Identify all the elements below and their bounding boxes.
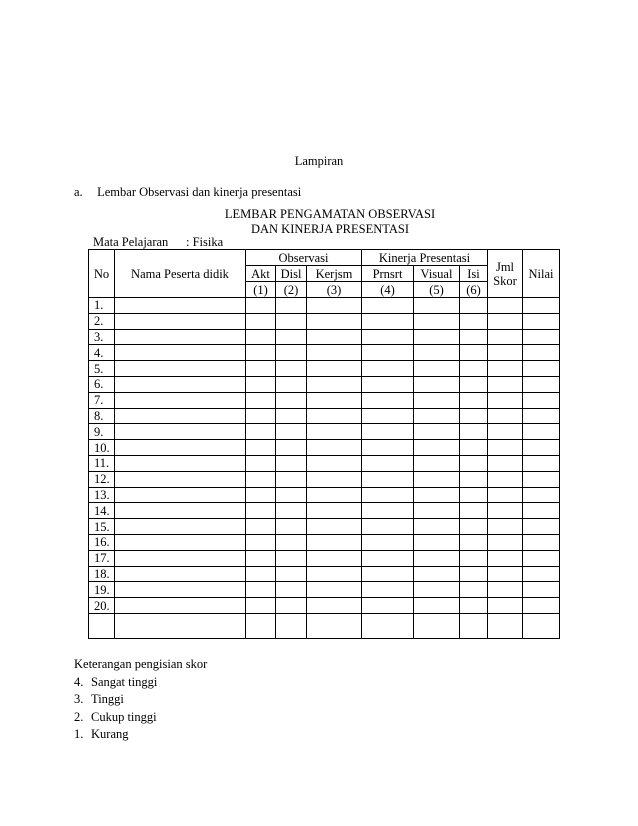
score-cell [115,361,246,377]
score-cell [414,487,460,503]
row-number: 5. [89,361,115,377]
score-cell [307,440,362,456]
score-cell [276,534,307,550]
score-cell [362,345,414,361]
score-cell [488,519,523,535]
score-cell [362,487,414,503]
legend-item: 4. Sangat tinggi [74,674,158,689]
score-cell [460,503,488,519]
score-cell [488,392,523,408]
score-cell [460,345,488,361]
page-heading: Lampiran [294,154,344,168]
score-cell [115,582,246,598]
table-row [89,471,560,487]
score-cell [115,503,246,519]
form-title-line-1: LEMBAR PENGAMATAN OBSERVASI [224,207,436,221]
score-cell [362,598,414,614]
table-row [89,534,560,550]
score-cell [115,376,246,392]
row-number: 13. [89,487,115,503]
score-cell [523,424,560,440]
score-cell [488,361,523,377]
score-cell [362,613,414,638]
score-cell [246,408,276,424]
score-cell [362,471,414,487]
score-cell [307,392,362,408]
score-cell [460,408,488,424]
score-cell [488,471,523,487]
score-cell [460,376,488,392]
header-code-3: (3) [307,282,362,298]
score-cell [115,440,246,456]
score-cell [246,392,276,408]
score-cell [115,298,246,314]
table-row [89,361,560,377]
row-number: 4. [89,345,115,361]
score-cell [115,424,246,440]
score-cell [414,503,460,519]
score-cell [523,519,560,535]
row-number: 11. [89,455,115,471]
header-name: Nama Peserta didik [115,250,246,298]
score-cell [362,503,414,519]
score-cell [523,408,560,424]
score-cell [523,582,560,598]
score-cell [488,550,523,566]
score-cell [276,503,307,519]
header-kinerja: Kinerja Presentasi [362,250,488,266]
score-cell [414,613,460,638]
score-cell [246,298,276,314]
score-cell [488,503,523,519]
legend-title: Keterangan pengisian skor [74,657,208,671]
score-cell [276,471,307,487]
score-cell [488,376,523,392]
score-cell [276,455,307,471]
score-cell [276,598,307,614]
score-cell [523,329,560,345]
table-row [89,392,560,408]
table-row [89,376,560,392]
score-cell [523,487,560,503]
score-cell [414,566,460,582]
score-cell [523,440,560,456]
score-cell [362,566,414,582]
header-code-1: (1) [246,282,276,298]
header-code-5: (5) [414,282,460,298]
score-cell [307,519,362,535]
subject-value: : Fisika [186,235,224,249]
score-cell [246,471,276,487]
row-number: 2. [89,313,115,329]
score-cell [362,298,414,314]
score-cell [246,455,276,471]
score-cell [246,534,276,550]
score-cell [414,440,460,456]
score-cell [115,519,246,535]
table-row [89,298,560,314]
score-cell [276,408,307,424]
score-cell [460,455,488,471]
score-cell [246,361,276,377]
score-cell [460,598,488,614]
score-cell [362,408,414,424]
table-row [89,440,560,456]
score-cell [307,298,362,314]
score-cell [488,598,523,614]
score-cell [523,566,560,582]
score-cell [414,392,460,408]
score-cell [307,313,362,329]
score-cell [307,550,362,566]
score-cell [523,361,560,377]
score-cell [115,566,246,582]
row-number: 18. [89,566,115,582]
score-cell [460,613,488,638]
score-cell [307,361,362,377]
legend-item: 2. Cukup tinggi [74,709,157,724]
table-row [89,487,560,503]
score-cell [246,503,276,519]
score-cell [307,582,362,598]
table-row [89,566,560,582]
score-cell [523,455,560,471]
score-cell [276,519,307,535]
row-number: 9. [89,424,115,440]
score-cell [276,582,307,598]
section-text: Lembar Observasi dan kinerja presentasi [97,185,302,199]
score-cell [276,298,307,314]
score-cell [307,424,362,440]
score-cell [460,329,488,345]
score-cell [523,392,560,408]
score-cell [362,424,414,440]
score-cell [246,598,276,614]
header-akt: Akt [246,266,276,282]
score-cell [246,550,276,566]
table-row [89,408,560,424]
score-cell [115,550,246,566]
header-code-2: (2) [276,282,307,298]
table-row [89,519,560,535]
header-disl: Disl [276,266,307,282]
score-cell [414,455,460,471]
row-number: 16. [89,534,115,550]
score-cell [276,487,307,503]
score-cell [307,487,362,503]
score-cell [276,345,307,361]
score-cell [362,376,414,392]
score-cell [488,424,523,440]
score-cell [414,313,460,329]
table-row [89,345,560,361]
row-number: 8. [89,408,115,424]
score-cell [307,613,362,638]
score-cell [307,598,362,614]
score-cell [414,329,460,345]
score-cell [307,329,362,345]
score-cell [362,455,414,471]
score-cell [460,534,488,550]
score-cell [115,345,246,361]
score-cell [115,534,246,550]
score-cell [460,440,488,456]
score-cell [523,503,560,519]
score-cell [362,519,414,535]
header-visual: Visual [414,266,460,282]
score-cell [488,408,523,424]
header-prnsrt: Prnsrt [362,266,414,282]
score-cell [115,313,246,329]
table-row [89,455,560,471]
score-cell [523,613,560,638]
score-cell [246,345,276,361]
observation-table [88,249,560,639]
score-cell [246,487,276,503]
row-number: 15. [89,519,115,535]
score-cell [246,582,276,598]
section-heading [74,185,301,200]
score-cell [246,519,276,535]
score-cell [460,361,488,377]
score-cell [414,345,460,361]
score-cell [488,566,523,582]
score-cell [307,503,362,519]
score-legend [74,656,207,744]
header-kerjsm: Kerjsm [307,266,362,282]
score-cell [523,598,560,614]
score-cell [362,313,414,329]
score-cell [276,329,307,345]
score-cell [414,582,460,598]
score-cell [362,582,414,598]
score-cell [276,550,307,566]
score-cell [523,550,560,566]
score-cell [460,313,488,329]
row-number: 19. [89,582,115,598]
header-jml-skor: Jml Skor [488,250,523,298]
row-number: 12. [89,471,115,487]
score-cell [246,424,276,440]
score-cell [362,329,414,345]
score-cell [115,392,246,408]
score-cell [115,613,246,638]
score-cell [414,471,460,487]
table-row [89,313,560,329]
score-cell [414,598,460,614]
table-row [89,424,560,440]
score-cell [523,313,560,329]
score-cell [307,534,362,550]
score-cell [115,487,246,503]
score-cell [115,408,246,424]
score-cell [246,440,276,456]
score-cell [414,298,460,314]
score-cell [307,566,362,582]
table-row [89,598,560,614]
score-cell [523,345,560,361]
score-cell [523,471,560,487]
score-cell [460,582,488,598]
score-cell [414,361,460,377]
row-number: 14. [89,503,115,519]
score-cell [276,566,307,582]
table-row [89,503,560,519]
score-cell [246,376,276,392]
score-cell [276,361,307,377]
score-cell [488,582,523,598]
score-cell [460,519,488,535]
score-cell [414,534,460,550]
score-cell [488,613,523,638]
score-cell [362,392,414,408]
score-cell [460,471,488,487]
score-cell [460,550,488,566]
row-number: 10. [89,440,115,456]
row-number: 6. [89,376,115,392]
score-cell [488,313,523,329]
score-cell [307,376,362,392]
row-number: 17. [89,550,115,566]
table-row [89,550,560,566]
legend-item: 3. Tinggi [74,692,124,707]
score-cell [488,440,523,456]
score-cell [276,376,307,392]
score-cell [488,298,523,314]
score-cell [362,534,414,550]
score-cell [276,392,307,408]
score-cell [460,298,488,314]
score-cell [276,613,307,638]
header-no: No [89,250,115,298]
subject-key: Mata Pelajaran [93,235,169,249]
score-cell [307,471,362,487]
score-cell [362,440,414,456]
score-cell [307,345,362,361]
row-number: 7. [89,392,115,408]
score-cell [460,487,488,503]
score-cell [488,487,523,503]
table-row-empty [89,613,560,638]
score-cell [246,566,276,582]
table-row [89,329,560,345]
score-cell [307,408,362,424]
row-number: 3. [89,329,115,345]
score-cell [414,376,460,392]
score-cell [115,598,246,614]
score-cell [523,534,560,550]
section-label: a. [74,185,83,199]
header-code-6: (6) [460,282,488,298]
score-cell [276,440,307,456]
score-cell [414,424,460,440]
score-cell [276,313,307,329]
header-observasi: Observasi [246,250,362,266]
legend-item: 1. Kurang [74,727,129,742]
score-cell [488,329,523,345]
row-number: 1. [89,298,115,314]
score-cell [414,550,460,566]
score-cell [414,408,460,424]
row-number: 20. [89,598,115,614]
score-cell [115,471,246,487]
score-cell [488,345,523,361]
score-cell [414,519,460,535]
score-cell [523,298,560,314]
score-cell [523,376,560,392]
table-row [89,582,560,598]
score-cell [246,613,276,638]
score-cell [460,566,488,582]
header-code-4: (4) [362,282,414,298]
score-cell [460,392,488,408]
score-cell [460,424,488,440]
score-cell [488,534,523,550]
score-cell [276,424,307,440]
form-title-line-2: DAN KINERJA PRESENTASI [250,222,410,236]
subject-line [93,235,223,250]
score-cell [362,550,414,566]
score-cell [488,455,523,471]
header-nilai: Nilai [523,250,560,298]
score-cell [246,329,276,345]
score-cell [307,455,362,471]
header-isi: Isi [460,266,488,282]
score-cell [362,361,414,377]
score-cell [115,455,246,471]
score-cell [115,329,246,345]
score-cell [246,313,276,329]
score-cell [89,613,115,638]
